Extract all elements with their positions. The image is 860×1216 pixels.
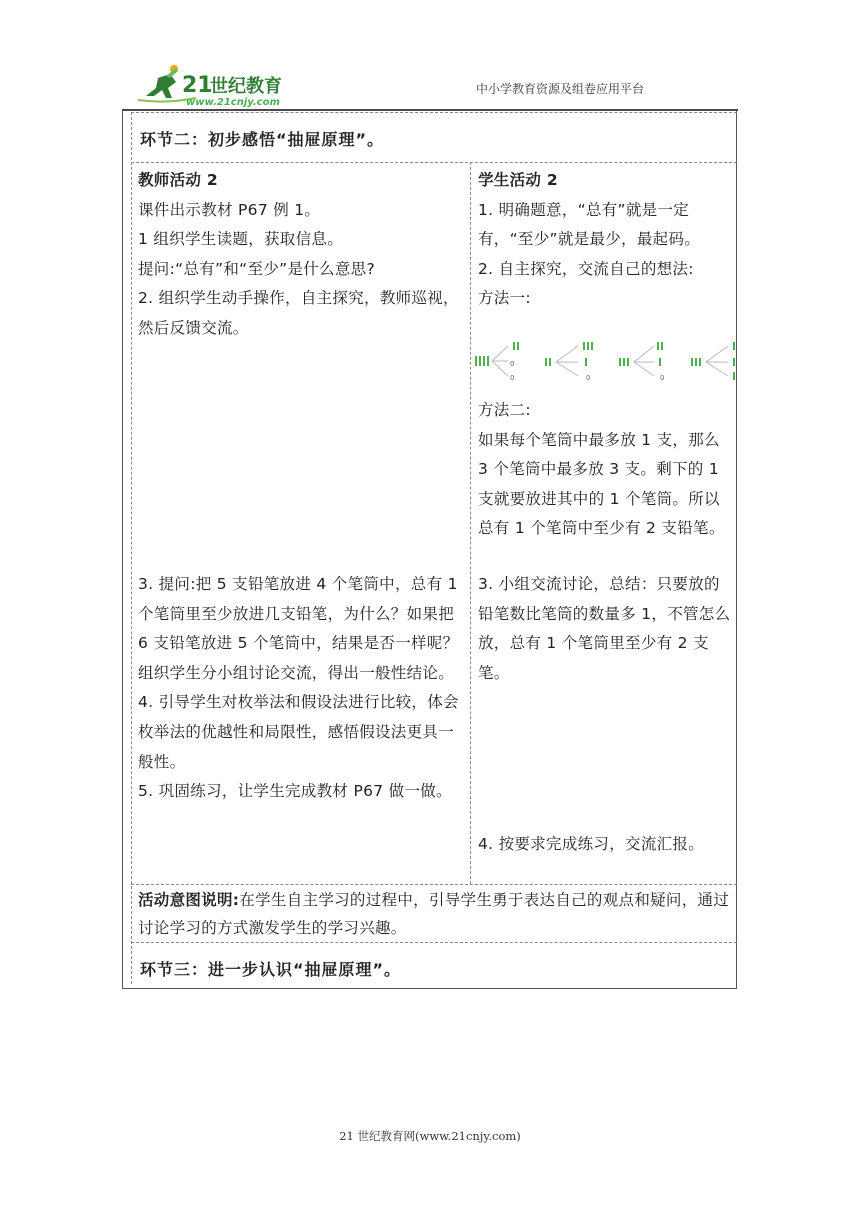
teacher-p1: 课件出示教材 P67 例 1。 xyxy=(138,200,321,219)
svg-text:0: 0 xyxy=(510,374,515,382)
table-top-line xyxy=(131,112,737,113)
student-p4: 3. 小组交流讨论，总结：只要放的铅笔数比笔筒的数量多 1，不管怎么放，总有 1 个笔筒里至少有 2 支笔。 xyxy=(478,575,731,682)
student-activity-cont xyxy=(478,570,734,688)
diagram-4 xyxy=(692,342,734,380)
student-p5: 4. 按要求完成练习，交流汇报。 xyxy=(478,835,705,853)
teacher-p5: 3. 提问:把 5 支铅笔放进 4 个笔筒中，总有 1 个笔筒里至少放进几支铅笔，为什么？如果把 6 支铅笔放进 5 个笔筒中，结果是否一样呢？ xyxy=(138,575,459,653)
student-activity-method2 xyxy=(478,396,734,544)
teacher-p7: 4. 引导学生对枚举法和假设法进行比较，体会枚举法的优越性和局限性，感悟假设法更具一般性。 xyxy=(138,693,459,771)
teacher-p4: 2. 组织学生动手操作，自主探究，教师巡视，然后反馈交流。 xyxy=(138,289,459,337)
page-footer: 21 世纪教育网(www.21cnjy.com) xyxy=(339,1129,521,1143)
diagram-2 xyxy=(546,342,592,376)
intent-text: 在学生自主学习的过程中，引导学生勇于表达自己的观点和疑问，通过讨论学习的方式激发学生的学习兴趣。 xyxy=(138,891,730,937)
method-one-diagrams xyxy=(474,338,740,386)
teacher-activity xyxy=(138,166,466,344)
svg-text:www.21cnjy.com: www.21cnjy.com xyxy=(186,97,280,108)
column-divider xyxy=(470,162,471,884)
method-two-label: 方法二: xyxy=(478,401,531,419)
teacher-p2: 1 组织学生读题，获取信息。 xyxy=(138,230,343,249)
table-row-line xyxy=(131,162,737,163)
svg-text:0: 0 xyxy=(586,374,591,382)
teacher-heading: 教师活动 2 xyxy=(138,171,218,189)
student-p3: 如果每个笔筒中最多放 1 支，那么 3 个笔筒中最多放 3 支。剩下的 1 支就要放进其中的 1 个笔筒。所以总有 1 个笔筒中至少有 2 支铅笔。 xyxy=(478,430,725,538)
teacher-p6: 组织学生分小组讨论交流，得出一般性结论。 xyxy=(138,663,455,682)
teacher-p8: 5. 巩固练习，让学生完成教材 P67 做一做。 xyxy=(138,782,452,801)
table-row-line xyxy=(131,884,737,885)
intent-label: 活动意图说明: xyxy=(138,891,240,909)
svg-text:0: 0 xyxy=(510,360,515,368)
student-heading: 学生活动 2 xyxy=(478,171,558,189)
method-one-label: 方法一: xyxy=(478,289,531,308)
svg-text:世纪教育: 世纪教育 xyxy=(210,76,282,97)
table-row-line xyxy=(131,942,737,943)
diagram-1 xyxy=(476,342,518,376)
table-left-line xyxy=(131,112,132,984)
section-title-3: 环节三：进一步认识“抽屉原理”。 xyxy=(140,960,402,979)
page-header xyxy=(0,0,860,120)
student-p1: 1. 明确题意，“总有”就是一定有，“至少”就是最少，最起码。 xyxy=(478,200,701,249)
teacher-activity-cont xyxy=(138,570,466,807)
svg-text:0: 0 xyxy=(660,374,665,382)
student-p2: 2. 自主探究，交流自己的想法: xyxy=(478,259,694,278)
student-activity-final xyxy=(478,830,734,860)
logo-21cnjy xyxy=(136,64,316,108)
diagram-3 xyxy=(620,342,662,376)
svg-text:21: 21 xyxy=(182,73,213,98)
section-title-2: 环节二：初步感悟“抽屉原理”。 xyxy=(140,130,385,149)
platform-name: 中小学教育资源及组卷应用平台 xyxy=(476,82,645,96)
teacher-p3: 提问:“总有”和“至少”是什么意思? xyxy=(138,259,375,278)
activity-intent xyxy=(138,886,736,942)
student-activity xyxy=(478,166,734,314)
